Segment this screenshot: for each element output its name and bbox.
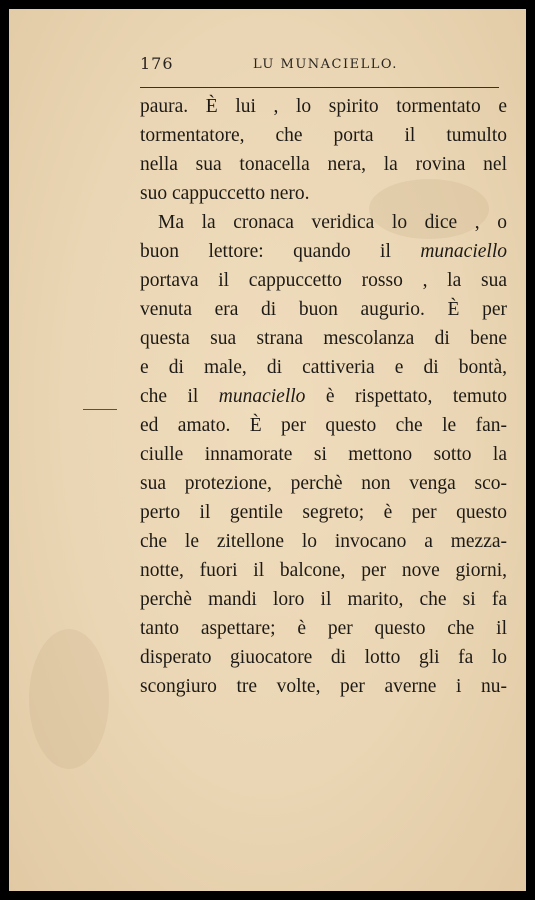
paper-stain — [29, 629, 109, 769]
text-line: notte, fuori il balcone, per nove giorni, — [140, 560, 507, 581]
margin-mark — [83, 409, 117, 410]
text-line: ed amato. È per questo che le fan- — [140, 415, 507, 436]
text-line: portava il cappuccetto rosso , la sua — [140, 270, 507, 291]
text-line: Ma la cronaca veridica lo dice , o — [158, 212, 507, 233]
text-line: perto il gentile segreto; è per questo — [140, 502, 507, 523]
text-line: tanto aspettare; è per questo che il — [140, 618, 507, 639]
page-number: 176 — [140, 54, 174, 73]
text-line: paura. È lui , lo spirito tormentato e — [140, 96, 507, 117]
text-line: disperato giuocatore di lotto gli fa lo — [140, 647, 507, 668]
text-line: tormentatore, che porta il tumulto — [140, 125, 507, 146]
header-rule — [140, 87, 499, 88]
text-line: buon lettore: quando il munaciello — [140, 241, 507, 262]
body-text — [140, 92, 507, 701]
running-head: LU MUNACIELLO. — [253, 57, 398, 72]
italic-word: munaciello — [420, 241, 507, 262]
text-line: scongiuro tre volte, per averne i nu- — [140, 676, 507, 697]
italic-word: munaciello — [218, 386, 306, 407]
text-line: questa sua strana mescolanza di bene — [140, 328, 507, 349]
text-line: suo cappuccetto nero. — [140, 183, 310, 204]
text-line: venuta era di buon augurio. È per — [140, 299, 507, 320]
text-line: che il munaciello è rispettato, temuto — [140, 386, 507, 407]
text-line: che le zitellone lo invocano a mezza- — [140, 531, 507, 552]
text-line: sua protezione, perchè non venga sco- — [140, 473, 507, 494]
text-line: nella sua tonacella nera, la rovina nel — [140, 154, 507, 175]
text-line: ciulle innamorate si mettono sotto la — [140, 444, 507, 465]
text-line: e di male, di cattiveria e di bontà, — [140, 357, 507, 378]
text-line: perchè mandi loro il marito, che si fa — [140, 589, 507, 610]
